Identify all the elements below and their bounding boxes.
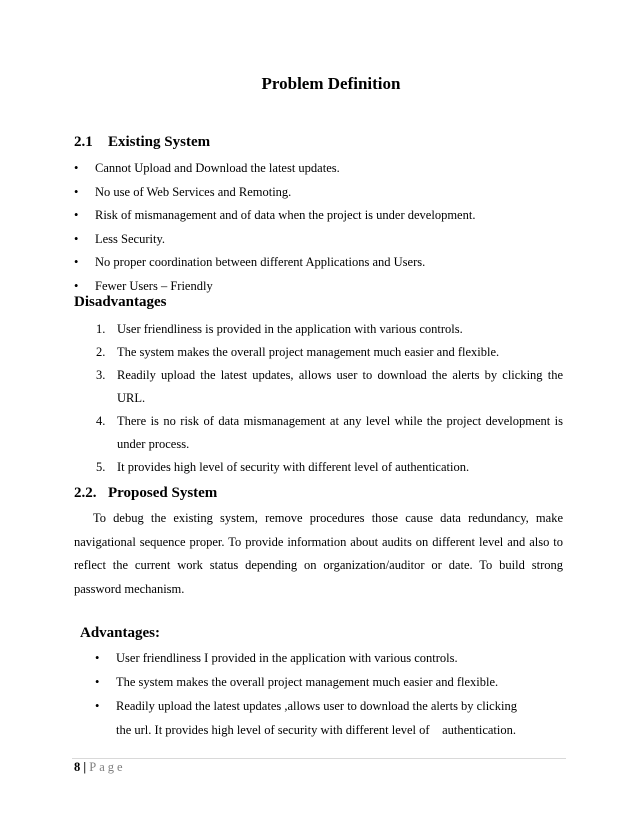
- section-number: 2.2.: [74, 485, 97, 501]
- list-item: [96, 341, 563, 364]
- page-number: 8: [74, 760, 81, 774]
- bullet-icon: •: [74, 278, 79, 293]
- bullet-icon: •: [74, 208, 79, 223]
- list-item: [74, 254, 475, 278]
- list-item-text: User friendliness is provided in the application with various controls.: [117, 322, 463, 336]
- footer-separator: |: [83, 760, 87, 774]
- item-number: 3.: [96, 368, 106, 382]
- list-item-text: It provides high level of security with different level of authentication.: [117, 460, 470, 474]
- footer-divider: [72, 758, 566, 759]
- list-item-text: The system makes the overall project management much easier and flexible.: [116, 675, 499, 689]
- list-item: [96, 456, 563, 479]
- advantages-heading: Advantages:: [80, 625, 161, 641]
- bullet-icon: •: [95, 675, 100, 689]
- list-item-text: Less Security.: [95, 231, 166, 246]
- bullet-icon: •: [95, 651, 100, 665]
- bullet-icon: •: [74, 184, 79, 199]
- existing-system-heading: [74, 134, 210, 151]
- item-number: 1.: [96, 322, 106, 336]
- list-item: [95, 695, 565, 742]
- list-item-text: No proper coordination between different Applications and Users.: [95, 255, 426, 270]
- proposed-system-heading: [74, 485, 217, 502]
- list-item-text: Readily upload the latest updates, allows user to download the alerts by clicking the URL.: [117, 368, 563, 405]
- list-item: [74, 231, 475, 255]
- list-item-text: The system makes the overall project management much easier and flexible.: [117, 345, 500, 359]
- list-item: [74, 184, 475, 208]
- section-title: Existing System: [108, 134, 211, 150]
- item-number: 4.: [96, 414, 106, 428]
- list-item: [74, 160, 475, 184]
- page-title: Problem Definition: [261, 74, 401, 93]
- list-item: [96, 364, 563, 410]
- section-number: 2.1: [74, 134, 93, 150]
- list-item-text: Cannot Upload and Download the latest updates.: [95, 161, 340, 175]
- list-item: [96, 410, 563, 456]
- page-footer: [74, 760, 126, 775]
- list-item: [95, 671, 565, 695]
- advantages-list: [95, 647, 565, 743]
- existing-system-list: [74, 160, 475, 302]
- list-item: [74, 207, 475, 231]
- page-label: Page: [89, 760, 126, 774]
- bullet-icon: •: [74, 231, 79, 246]
- section-title: Proposed System: [108, 485, 218, 501]
- list-item-text: Risk of mismanagement and of data when the project is under development.: [95, 208, 476, 223]
- proposed-system-paragraph: To debug the existing system, remove procedures those cause data redundancy, make navigational sequence proper. To provide information about audits on different level and also to reflect the current work status depending on organization/auditor or date. To build strong password mechanism.: [74, 511, 563, 596]
- list-item: [95, 647, 565, 671]
- bullet-icon: •: [74, 255, 79, 270]
- list-item-text: User friendliness I provided in the application with various controls.: [116, 651, 458, 665]
- list-item: [96, 318, 563, 341]
- bullet-icon: •: [95, 699, 100, 713]
- disadvantages-list: [96, 318, 563, 479]
- list-item-text: There is no risk of data mismanagement at any level while the project development is under process.: [117, 414, 563, 451]
- list-item-text: No use of Web Services and Remoting.: [95, 184, 292, 199]
- item-number: 2.: [96, 345, 106, 359]
- disadvantages-heading: Disadvantages: [74, 294, 167, 310]
- list-item-text: Readily upload the latest updates ,allows user to download the alerts by clicking the url. It provides high level of security with different level of authentication.: [116, 699, 517, 737]
- bullet-icon: •: [74, 161, 79, 175]
- item-number: 5.: [96, 460, 106, 474]
- list-item-text: Fewer Users – Friendly: [95, 278, 213, 293]
